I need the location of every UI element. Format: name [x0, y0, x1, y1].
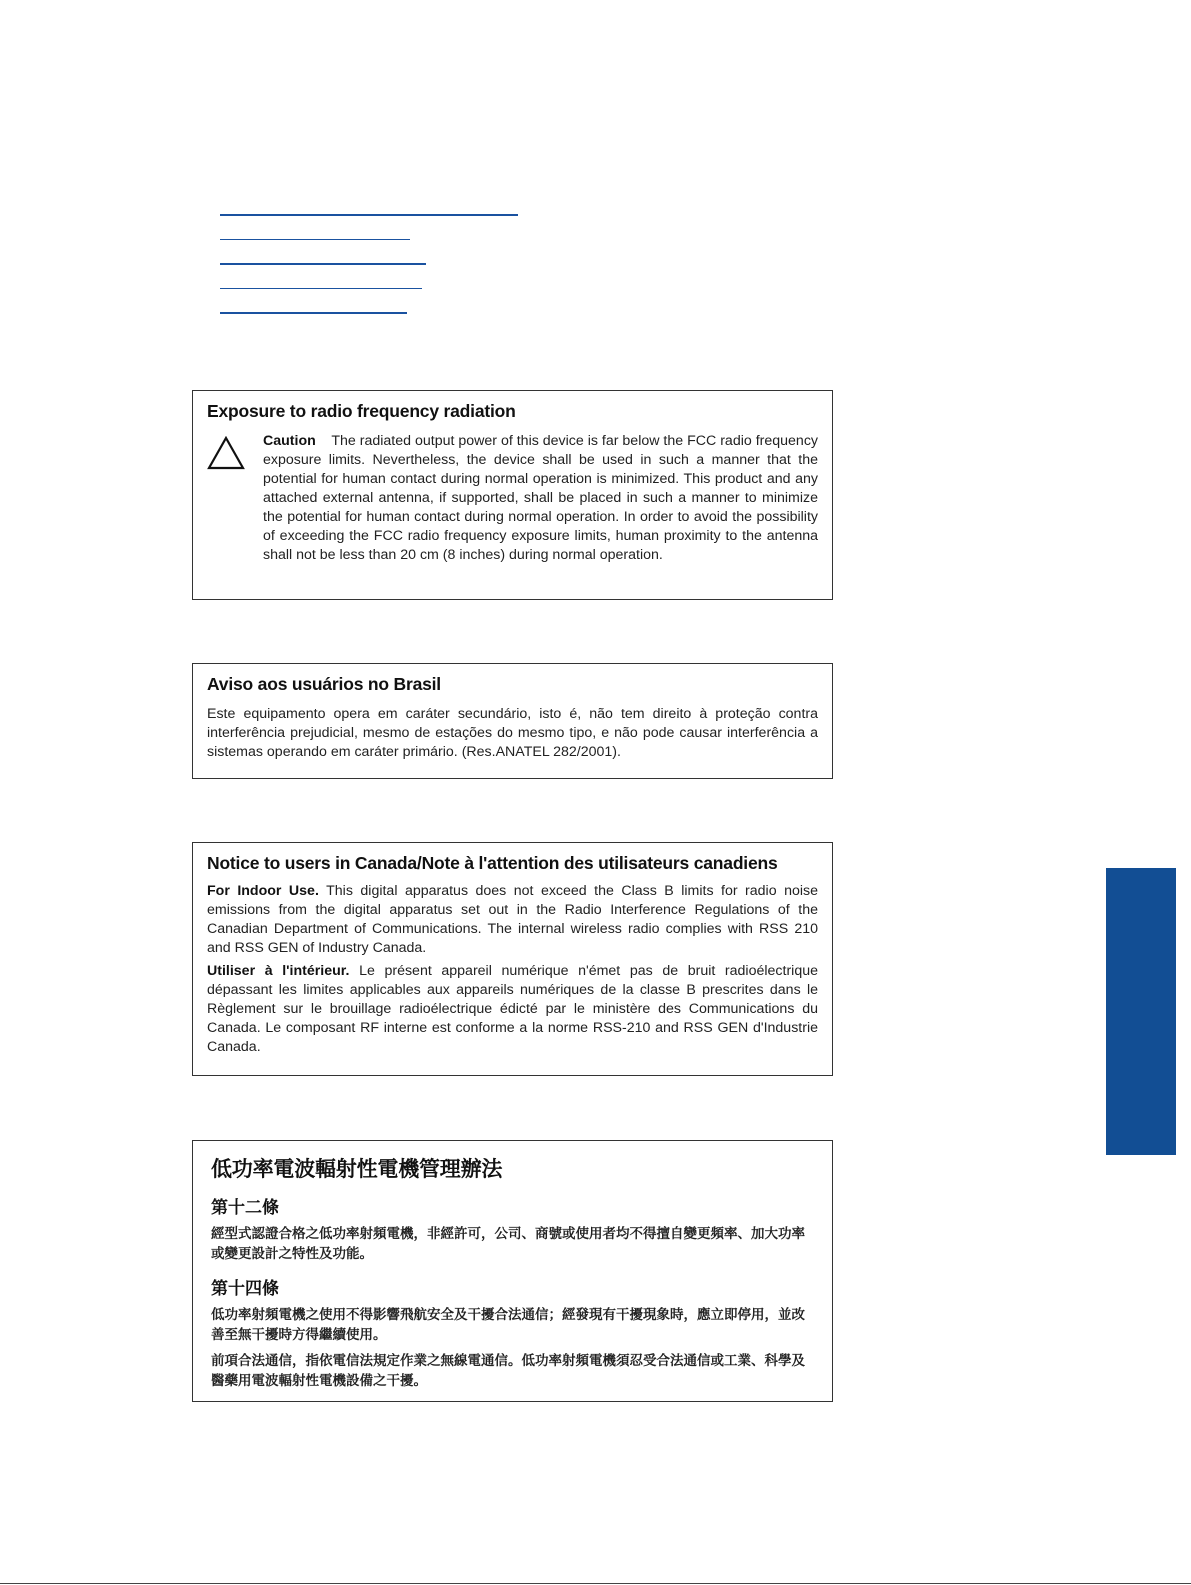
rf-exposure-title: Exposure to radio frequency radiation — [207, 401, 516, 421]
article-14-text-2: 前項合法通信，指依電信法規定作業之無線電通信。低功率射頻電機須忍受合法通信或工業、科學及醫藥用電波輻射性電機設備之干擾。 — [211, 1353, 805, 1388]
canada-title: Notice to users in Canada/Note à l'attention des utilisateurs canadiens — [207, 853, 778, 873]
caution-label: Caution — [263, 433, 316, 449]
warning-triangle-icon — [207, 432, 263, 565]
brasil-title: Aviso aos usuários no Brasil — [207, 674, 441, 694]
canada-french-text: Le présent appareil numérique n'émet pas de bruit radioélectrique dépassant les limites applicables aux appareils numériques de la classe B prescrites dans le Règlement sur le brouillage radioélectrique édicté par le ministère des Communications du Canada. Le composant RF interne est conforme a la norme RSS-210 and RSS GEN d'Industrie Canada. — [207, 963, 818, 1055]
utiliser-label: Utiliser à l'intérieur. — [207, 963, 350, 979]
canada-french-paragraph — [207, 962, 818, 1057]
canada-english-text: This digital apparatus does not exceed the Class B limits for radio noise emissions from the digital apparatus set out in the Radio Interference Regulations of the Canadian Department of Communications. The internal wireless radio complies with RSS 210 and RSS GEN of Industry Canada. — [207, 883, 818, 956]
canada-notice — [192, 842, 833, 1076]
brasil-text: Este equipamento opera em caráter secundário, isto é, não tem direito à proteção contra interferência prejudicial, mesmo de estações do mesmo tipo, e não pode causar interferência a sistemas operando em caráter primário. (Res.ANATEL 282/2001). — [207, 706, 818, 760]
link-item[interactable] — [220, 214, 518, 216]
link-item[interactable] — [220, 288, 422, 290]
article-12-text: 經型式認證合格之低功率射頻電機，非經許可，公司、商號或使用者均不得擅自變更頻率、加大功率或變更設計之特性及功能。 — [211, 1226, 805, 1261]
article-14-heading: 第十四條 — [211, 1279, 279, 1298]
chapter-side-tab — [1106, 868, 1176, 1155]
taiwan-notice — [192, 1140, 833, 1402]
caution-paragraph — [263, 432, 818, 565]
canada-english-paragraph — [207, 882, 818, 958]
brasil-notice — [192, 663, 833, 779]
indoor-use-label: For Indoor Use. — [207, 883, 319, 899]
article-14-text-1: 低功率射頻電機之使用不得影響飛航安全及干擾合法通信；經發現有干擾現象時，應立即停用，並改善至無干擾時方得繼續使用。 — [211, 1307, 805, 1342]
link-item[interactable] — [220, 263, 426, 265]
taiwan-title: 低功率電波輻射性電機管理辦法 — [211, 1158, 503, 1181]
footer-rule — [0, 1583, 1191, 1584]
link-list — [220, 214, 518, 337]
link-item[interactable] — [220, 312, 407, 314]
article-12-heading: 第十二條 — [211, 1198, 279, 1217]
caution-text: The radiated output power of this device is far below the FCC radio frequency exposure limits. Nevertheless, the device shall be used in such a manner that the potential for human contact during normal operation is minimized. This product and any attached external antenna, if supported, shall be placed in such a manner to minimize the potential for human contact during normal operation. In order to avoid the possibility of exceeding the FCC radio frequency exposure limits, human proximity to the antenna shall not be less than 20 cm (8 inches) during normal operation. — [263, 433, 819, 563]
link-item[interactable] — [220, 239, 410, 241]
rf-exposure-notice — [192, 390, 833, 600]
